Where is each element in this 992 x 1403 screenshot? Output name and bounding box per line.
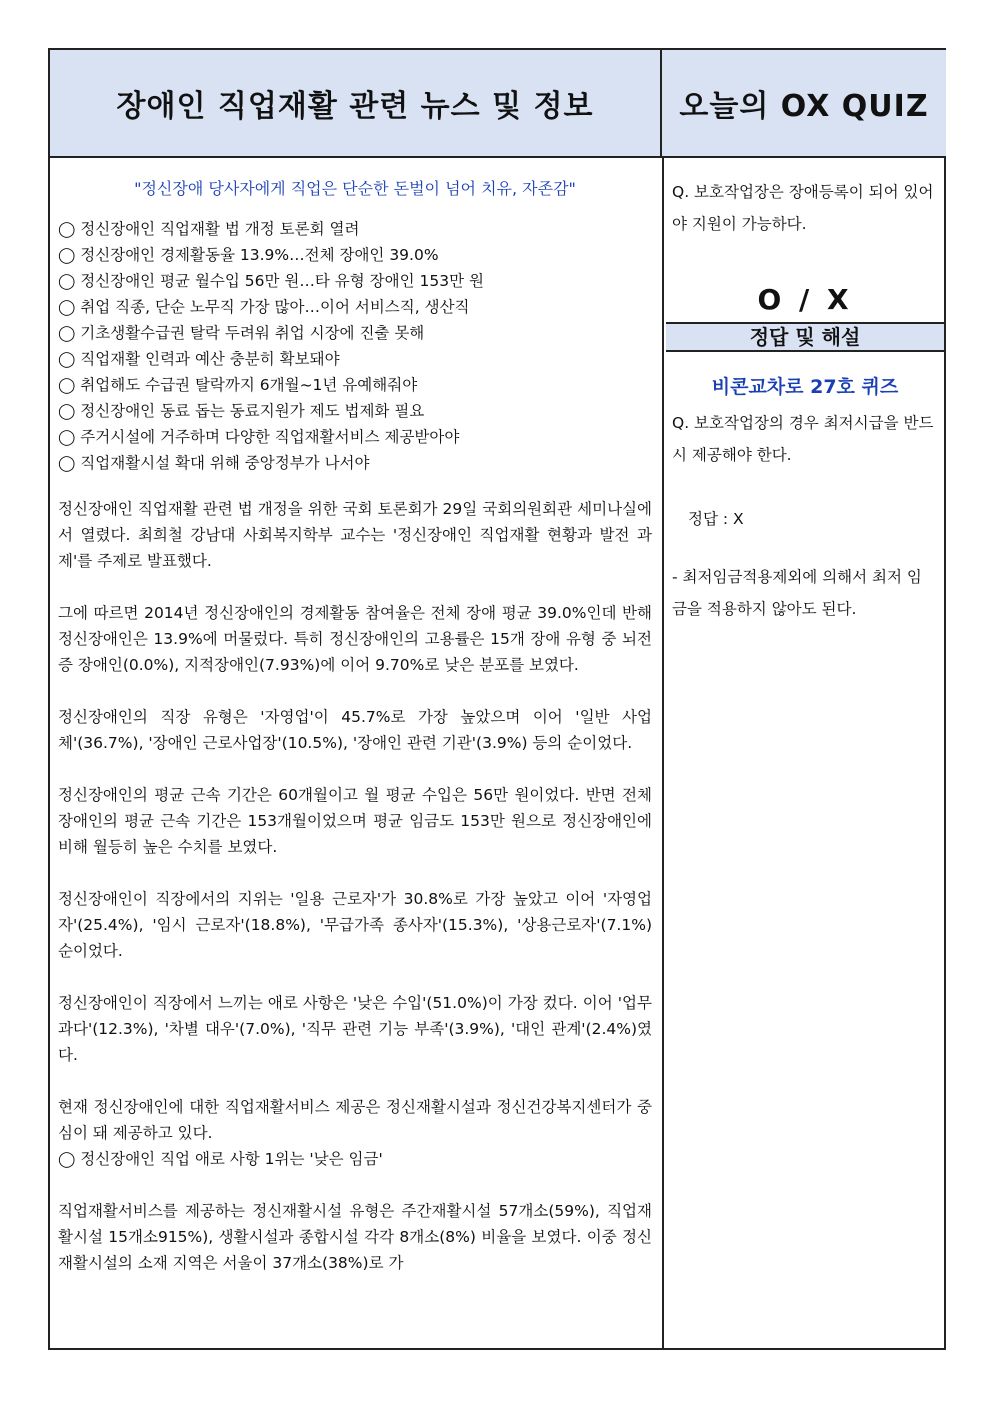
list-item: ◯ 정신장애인 동료 돕는 동료지원가 제도 법제화 필요 bbox=[58, 402, 425, 420]
quiz-explanation: - 최저임금적용제외에 의해서 최저 임금을 적용하지 않아도 된다. bbox=[672, 568, 922, 618]
news-summary-list bbox=[58, 216, 652, 476]
column-divider bbox=[662, 158, 664, 1350]
list-item: ◯ 기초생활수급권 탈락 두려워 취업 시장에 진출 못해 bbox=[58, 324, 425, 342]
news-paragraph: 그에 따르면 2014년 정신장애인의 경제활동 참여율은 전체 장애 평균 39.0%인데 반해 정신장애인은 13.9%에 머물렀다. 특히 정신장애인의 고용률은 15개 장애 유형 중 뇌전증 장애인(0.0%), 지적장애인(7.93%)에 이어 9.70%로 낮은 분포를 보였다. bbox=[58, 604, 652, 674]
list-item: ◯ 정신장애인 직업재활 법 개정 토론회 열려 bbox=[58, 220, 360, 238]
list-item: ◯ 취업 직종, 단순 노무직 가장 많아…이어 서비스직, 생산직 bbox=[58, 298, 470, 316]
news-headline: "정신장애 당사자에게 직업은 단순한 돈벌이 넘어 치유, 자존감" bbox=[134, 179, 576, 198]
news-paragraph: 정신장애인이 직장에서의 지위는 '일용 근로자'가 30.8%로 가장 높았고 이어 '자영업자'(25.4%), '임시 근로자'(18.8%), '무급가족 종사자'(15.3%), '상용근로자'(7.1%) 순이었다. bbox=[58, 890, 652, 960]
answer-header: 정답 및 해설 bbox=[666, 322, 944, 352]
news-paragraph: 정신장애인 직업재활 관련 법 개정을 위한 국회 토론회가 29일 국회의원회관 세미나실에서 열렸다. 최희철 강남대 사회복지학부 교수는 '정신장애인 직업재활 현황과 발전 과제'를 주제로 발표했다. bbox=[58, 500, 652, 570]
news-sub-bullet: ◯ 정신장애인 직업 애로 사항 1위는 '낮은 임금' bbox=[58, 1150, 383, 1168]
previous-quiz-question: Q. 보호작업장의 경우 최저시급을 반드시 제공해야 한다. bbox=[672, 414, 934, 464]
news-paragraph: 정신장애인의 평균 근속 기간은 60개월이고 월 평균 수입은 56만 원이었다. 반면 전체 장애인의 평균 근속 기간은 153개월이었으며 평균 임금도 153만 원으로 정신장애인에 비해 월등히 높은 수치를 보였다. bbox=[58, 786, 652, 856]
list-item: ◯ 정신장애인 평균 월수입 56만 원…타 유형 장애인 153만 원 bbox=[58, 272, 484, 290]
news-column bbox=[58, 158, 652, 1276]
news-paragraph: 직업재활서비스를 제공하는 정신재활시설 유형은 주간재활시설 57개소(59%), 직업재활시설 15개소915%), 생활시설과 종합시설 각각 8개소(8%) 비율을 보였다. 이중 정신재활시설의 소재 지역은 서울이 37개소(38%)로 가 bbox=[58, 1202, 652, 1272]
quiz-question: Q. 보호작업장은 장애등록이 되어 있어야 지원이 가능하다. bbox=[672, 183, 934, 233]
quiz-header: 오늘의 OX QUIZ bbox=[662, 50, 946, 158]
quiz-answer: 정답 : X bbox=[688, 510, 744, 528]
list-item: ◯ 주거시설에 거주하며 다양한 직업재활서비스 제공받아야 bbox=[58, 428, 460, 446]
list-item: ◯ 정신장애인 경제활동율 13.9%…전체 장애인 39.0% bbox=[58, 246, 439, 264]
list-item: ◯ 취업해도 수급권 탈락까지 6개월~1년 유예해줘야 bbox=[58, 376, 418, 394]
news-paragraph: 정신장애인이 직장에서 느끼는 애로 사항은 '낮은 수입'(51.0%)이 가장 컸다. 이어 '업무 과다'(12.3%), '차별 대우'(7.0%), '직무 관련 기능 부족'(3.9%), '대인 관계'(2.4%)였다. bbox=[58, 994, 652, 1064]
list-item: ◯ 직업재활 인력과 예산 충분히 확보돼야 bbox=[58, 350, 340, 368]
list-item: ◯ 직업재활시설 확대 위해 중앙정부가 나서야 bbox=[58, 454, 370, 472]
ox-choice: O / X bbox=[757, 283, 853, 316]
news-header: 장애인 직업재활 관련 뉴스 및 정보 bbox=[50, 50, 662, 158]
quiz-column bbox=[666, 158, 944, 625]
page-frame bbox=[48, 48, 946, 1350]
news-paragraph: 정신장애인의 직장 유형은 '자영업'이 45.7%로 가장 높았으며 이어 '일반 사업체'(36.7%), '장애인 근로사업장'(10.5%), '장애인 관련 기관'(3.9%) 등의 순이었다. bbox=[58, 708, 652, 752]
news-paragraph: 현재 정신장애인에 대한 직업재활서비스 제공은 정신재활시설과 정신건강복지센터가 중심이 돼 제공하고 있다. bbox=[58, 1098, 652, 1142]
previous-quiz-title: 비콘교차로 27호 퀴즈 bbox=[711, 376, 899, 398]
